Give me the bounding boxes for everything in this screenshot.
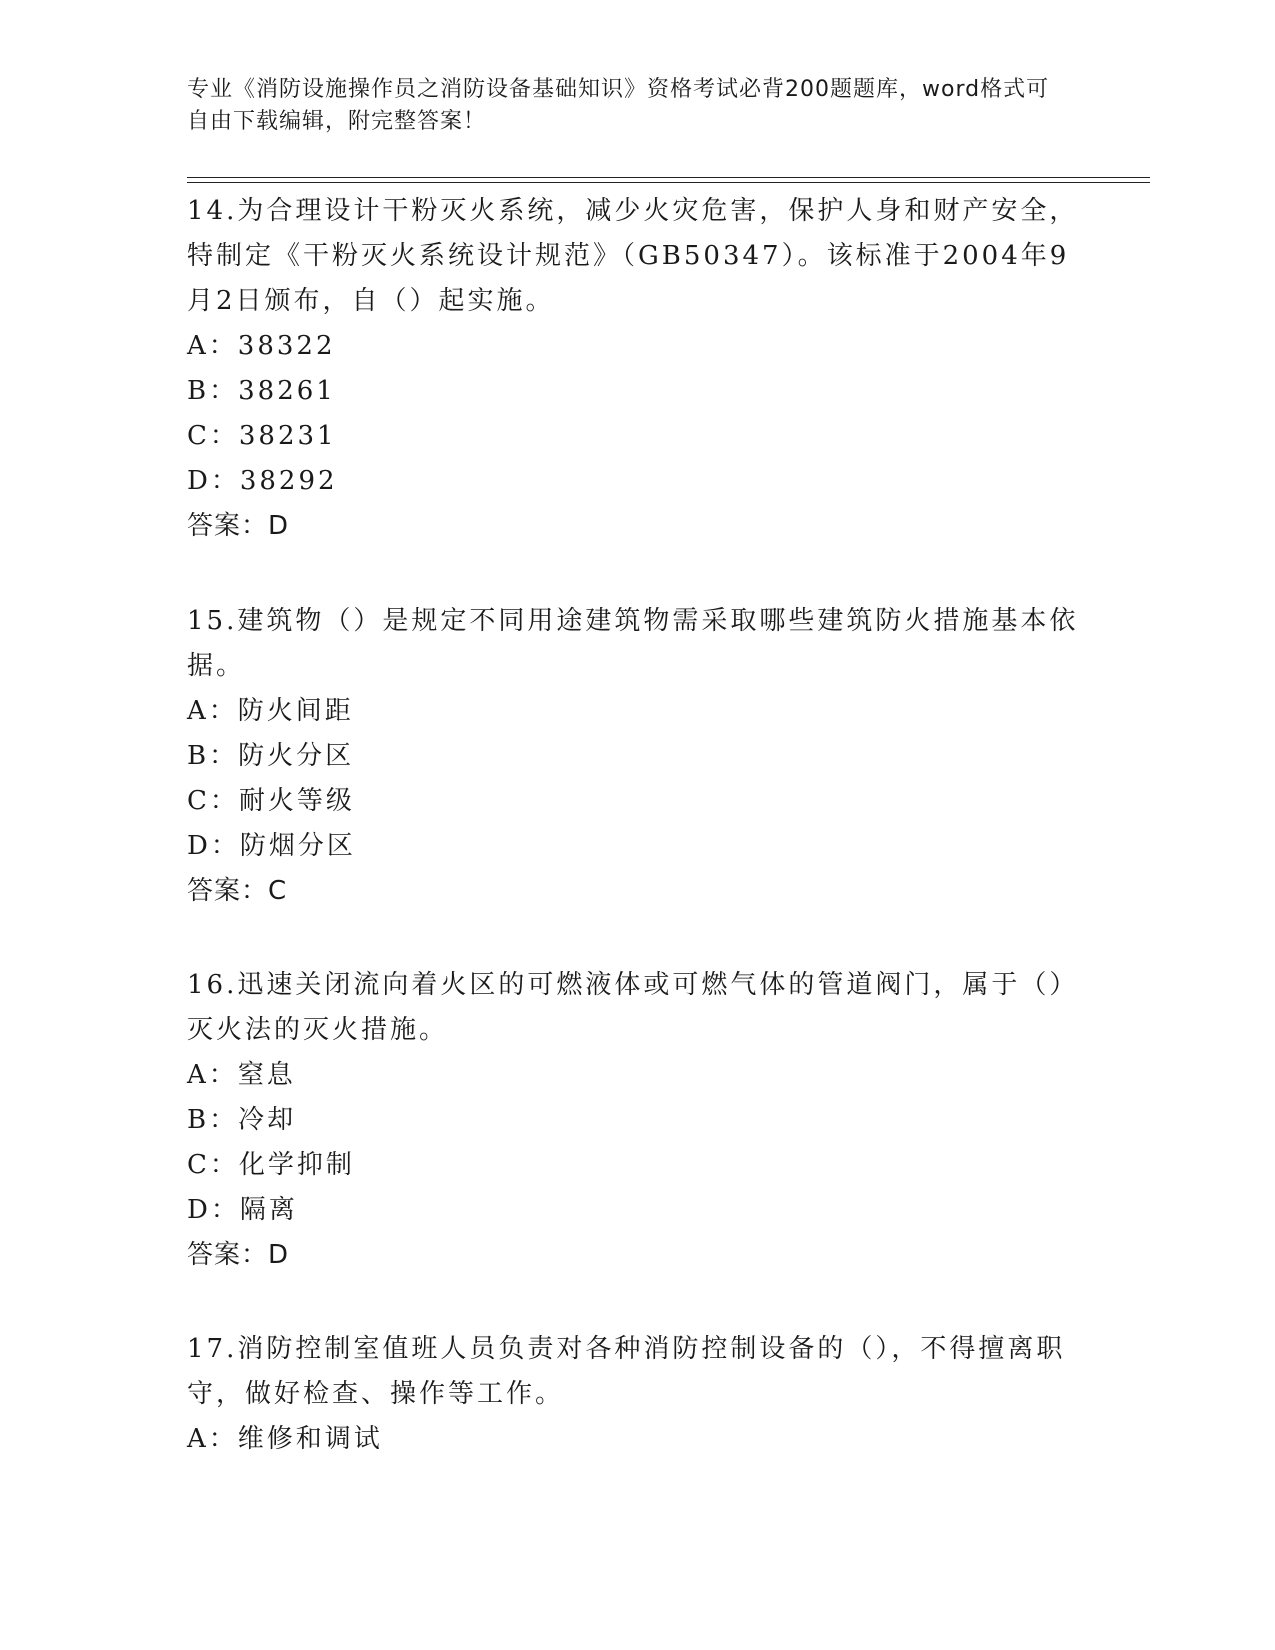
question-16 <box>187 963 1087 1278</box>
option-b: B：38261 <box>187 376 336 406</box>
question-stem: 17.消防控制室值班人员负责对各种消防控制设备的（），不得擅离职守，做好检查、操作等工作。 <box>187 1334 1066 1409</box>
answer: 答案：D <box>187 1240 290 1270</box>
question-stem: 15.建筑物（）是规定不同用途建筑物需采取哪些建筑防火措施基本依据。 <box>187 606 1079 681</box>
option-b: B：防火分区 <box>187 741 355 771</box>
option-c: C：38231 <box>187 421 337 451</box>
document-header: 专业《消防设施操作员之消防设备基础知识》资格考试必背200题题库，word格式可自由下载编辑，附完整答案！ <box>187 77 1050 134</box>
option-d: D：38292 <box>187 466 338 496</box>
question-stem: 14.为合理设计干粉灭火系统，减少火灾危害，保护人身和财产安全，特制定《干粉灭火系统设计规范》（GB50347）。该标准于2004年9月2日颁布，自（）起实施。 <box>187 196 1079 316</box>
answer: 答案：D <box>187 511 290 541</box>
option-d: D：防烟分区 <box>187 831 356 861</box>
option-b: B：冷却 <box>187 1105 297 1135</box>
option-a: A：防火间距 <box>187 696 354 726</box>
option-d: D：隔离 <box>187 1195 298 1225</box>
option-a: A：维修和调试 <box>187 1424 383 1454</box>
header-divider-bottom <box>187 182 1150 183</box>
answer: 答案：C <box>187 876 288 906</box>
question-stem: 16.迅速关闭流向着火区的可燃液体或可燃气体的管道阀门，属于（）灭火法的灭火措施。 <box>187 970 1079 1045</box>
question-14 <box>187 189 1087 549</box>
option-c: C：化学抑制 <box>187 1150 355 1180</box>
option-a: A：窒息 <box>187 1060 296 1090</box>
option-c: C：耐火等级 <box>187 786 355 816</box>
option-a: A：38322 <box>187 331 336 361</box>
question-17 <box>187 1327 1087 1462</box>
question-15 <box>187 599 1087 914</box>
header-divider-top <box>187 177 1150 178</box>
